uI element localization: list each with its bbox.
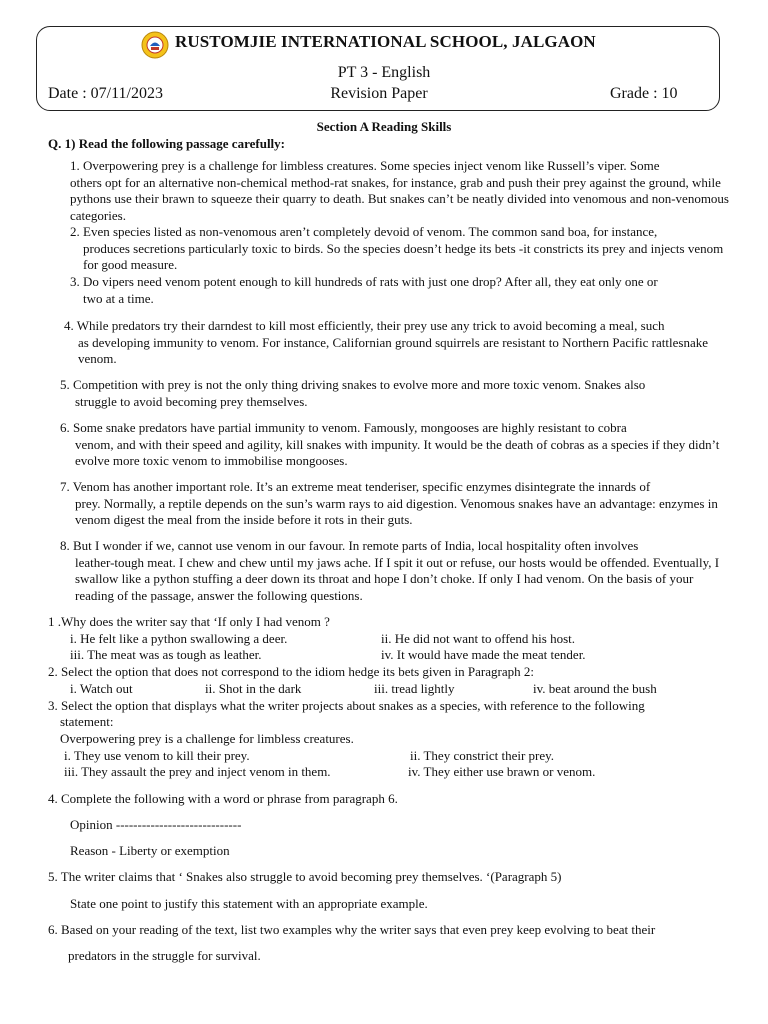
- paragraph-text: others opt for an alternative non-chemical method-rat snakes, for instance, grab and push their prey against the ground, while pythons use their brawn to squeeze their quarry to death. But snakes can’t be neatly divided into venomous and non-venomous categories.: [70, 174, 729, 223]
- question-3: 3. Select the option that displays what the writer projects about snakes as a species, with reference to the following: [48, 698, 645, 713]
- question-5: 5. The writer claims that ‘ Snakes also struggle to avoid becoming prey themselves. ‘(Paragraph 5): [48, 869, 562, 884]
- q3-option: i. They use venom to kill their prey.: [64, 748, 250, 763]
- school-name: RUSTOMJIE INTERNATIONAL SCHOOL, JALGAON: [175, 32, 596, 51]
- q2-option: i. Watch out: [70, 681, 133, 696]
- passage-paragraph: [70, 224, 730, 274]
- question-6: 6. Based on your reading of the text, list two examples why the writer says that even prey keep evolving to beat their: [48, 922, 656, 937]
- grade: Grade : 10: [610, 85, 678, 102]
- paragraph-line: 2. Even species listed as non-venomous aren’t completely devoid of venom. The common sand boa, for instance,: [70, 224, 658, 239]
- passage-paragraph: [70, 158, 730, 224]
- q3-option: iv. They either use brawn or venom.: [408, 764, 596, 779]
- paragraph-text: produces secretions particularly toxic to birds. So the species doesn’t hedge its bets -it constricts its prey and injects venom for good measure.: [83, 240, 724, 272]
- paper-type: Revision Paper: [330, 85, 428, 102]
- q4-opinion: Opinion -----------------------------: [70, 817, 242, 832]
- paragraph-line: 4. While predators try their darndest to kill most efficiently, their prey use any trick to avoid becoming a meal, such: [64, 318, 665, 333]
- q4-reason: Reason - Liberty or exemption: [70, 843, 230, 858]
- question-6-cont: predators in the struggle for survival.: [68, 948, 261, 963]
- paragraph-line: 6. Some snake predators have partial immunity to venom. Famously, mongooses are highly resistant to cobra: [60, 420, 627, 435]
- question-3-cont: statement:: [60, 714, 114, 729]
- passage-paragraph: [60, 377, 730, 410]
- q2-option: ii. Shot in the dark: [205, 681, 302, 696]
- paragraph-line: 3. Do vipers need venom potent enough to kill hundreds of rats with just one drop? After all, they eat only one or: [70, 274, 658, 289]
- q3-option: iii. They assault the prey and inject venom in them.: [64, 764, 331, 779]
- paragraph-line: 5. Competition with prey is not the only thing driving snakes to evolve more and more toxic venom. Snakes also: [60, 377, 646, 392]
- school-logo-icon: [140, 30, 170, 60]
- q2-option: iii. tread lightly: [374, 681, 455, 696]
- q1-option: i. He felt like a python swallowing a deer.: [70, 631, 288, 646]
- paragraph-line: 1. Overpowering prey is a challenge for limbless creatures. Some species inject venom like Russell’s viper. Some: [70, 158, 660, 173]
- exam-title: PT 3 - English: [337, 64, 431, 81]
- q1-option: iii. The meat was as tough as leather.: [70, 647, 262, 662]
- question-4: 4. Complete the following with a word or phrase from paragraph 6.: [48, 791, 398, 806]
- q3-option: ii. They constrict their prey.: [410, 748, 555, 763]
- passage-paragraph: [60, 538, 730, 604]
- paragraph-text: struggle to avoid becoming prey themselves.: [75, 393, 308, 409]
- paragraph-text: leather-tough meat. I chew and chew until my jaws ache. If I spit it out or refuse, our hosts would be offended. Eventually, I swallow like a python stuffing a deer down its throat and hope I don’t choke. If only I had venom. On the basis of your reading of the passage, answer the following questions.: [75, 554, 720, 603]
- paragraph-line: 7. Venom has another important role. It’s an extreme meat tenderiser, specific enzymes disintegrate the innards of: [60, 479, 651, 494]
- question-2: 2. Select the option that does not correspond to the idiom hedge its bets given in Paragraph 2:: [48, 664, 534, 679]
- paragraph-text: prey. Normally, a reptile depends on the sun’s warm rays to aid digestion. Venomous snakes have an advantage: enzymes in venom digest the meal from the inside before it rots in their guts.: [75, 495, 718, 527]
- q1-option: iv. It would have made the meat tender.: [381, 647, 586, 662]
- paragraph-text: two at a time.: [83, 290, 154, 306]
- paragraph-line: 8. But I wonder if we, cannot use venom in our favour. In remote parts of India, local hospitality often involves: [60, 538, 639, 553]
- question-5-sub: State one point to justify this statement with an appropriate example.: [70, 896, 428, 911]
- section-title: Section A Reading Skills: [316, 119, 452, 134]
- paragraph-text: as developing immunity to venom. For instance, Californian ground squirrels are resistant to Northern Pacific rattlesnake venom.: [78, 334, 708, 366]
- passage-paragraph: [64, 318, 730, 368]
- passage-paragraph: [60, 479, 730, 529]
- passage-paragraph: [70, 274, 730, 307]
- q1-option: ii. He did not want to offend his host.: [381, 631, 576, 646]
- exam-date: Date : 07/11/2023: [48, 85, 163, 102]
- passage-paragraph: [60, 420, 730, 470]
- q2-option: iv. beat around the bush: [533, 681, 657, 696]
- paragraph-text: venom, and with their speed and agility, kill snakes with impunity. It would be the death of cobras as a species if they didn’t evolve more toxic venom to immobilise mongooses.: [75, 436, 720, 468]
- question-title: Q. 1) Read the following passage carefully:: [48, 136, 285, 151]
- q3-statement: Overpowering prey is a challenge for limbless creatures.: [60, 731, 354, 746]
- question-1: 1 .Why does the writer say that ‘If only I had venom ?: [48, 614, 330, 629]
